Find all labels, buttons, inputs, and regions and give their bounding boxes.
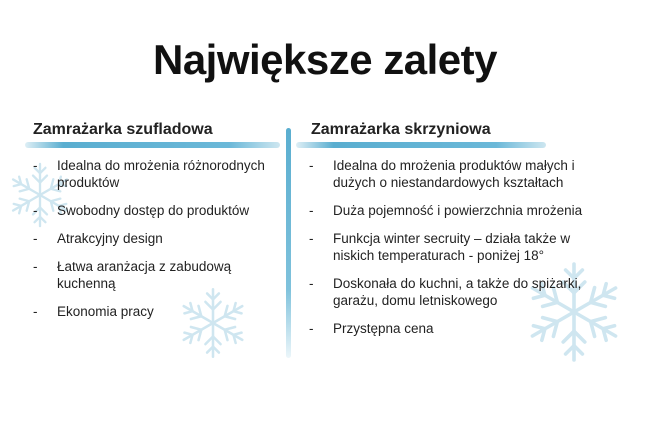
list-item: [33, 230, 281, 247]
list-item: [309, 275, 609, 309]
list-item-text: Swobodny dostęp do produktów: [57, 203, 250, 218]
list-dash: -: [33, 259, 38, 274]
list-item-text: Ekonomia pracy: [57, 304, 154, 319]
list-dash: -: [33, 231, 38, 246]
list-item: [33, 258, 281, 292]
list-item-text: Łatwa aranżacja z zabudową kuchenną: [57, 259, 232, 291]
page-title: Największe zalety: [152, 36, 498, 83]
heading-underline-right: [296, 142, 546, 148]
list-item: [309, 320, 609, 337]
list-item-text: Przystępna cena: [333, 321, 434, 336]
list-dash: -: [309, 276, 314, 291]
list-dash: -: [309, 158, 314, 173]
heading-underline-left: [25, 142, 280, 148]
list-item: [309, 157, 609, 191]
list-item-text: Idealna do mrożenia produktów małych i dużych o niestandardowych kształtach: [333, 158, 575, 190]
list-item-text: Duża pojemność i powierzchnia mrożenia: [333, 203, 583, 218]
list-dash: -: [309, 231, 314, 246]
list-item-text: Doskonała do kuchni, a także do spiżarki, garażu, domu letniskowego: [333, 276, 582, 308]
list-item: [309, 230, 609, 264]
list-dash: -: [33, 158, 38, 173]
list-item-text: Atrakcyjny design: [57, 231, 163, 246]
list-dash: -: [309, 321, 314, 336]
list-item: [33, 202, 281, 219]
column-heading-left: Zamrażarka szufladowa: [33, 121, 213, 138]
list-dash: -: [33, 203, 38, 218]
column-heading-right: Zamrażarka skrzyniowa: [311, 121, 491, 138]
list-item: [33, 303, 281, 320]
column-divider: [286, 128, 291, 358]
list-item: [309, 202, 609, 219]
list-item: [33, 157, 281, 191]
advantages-list-left: [33, 157, 281, 331]
list-item-text: Idealna do mrożenia różnorodnych produktów: [57, 158, 265, 190]
list-dash: -: [33, 304, 38, 319]
advantages-list-right: [309, 157, 609, 348]
list-item-text: Funkcja winter secruity – działa także w niskich temperaturach - poniżej 18°: [333, 231, 571, 263]
list-dash: -: [309, 203, 314, 218]
